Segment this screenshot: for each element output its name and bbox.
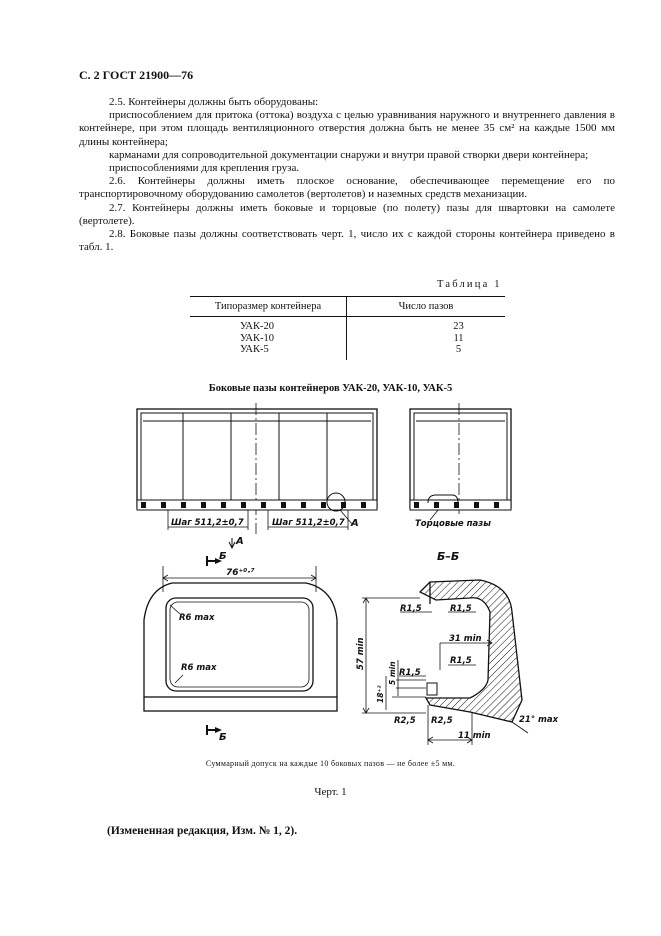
figure-note: Суммарный допуск на каждые 10 боковых пазов — не более ±5 мм. xyxy=(205,759,456,768)
paragraph: 2.8. Боковые пазы должны соответствовать черт. 1, число их с каждой стороны контейнера приведено в табл. 1. xyxy=(79,228,615,254)
radius-label: R6 max xyxy=(179,613,215,623)
paragraph: 2.6. Контейнеры должны иметь плоское основание, обеспечивающее перемещение его по транспортировочному оборудованию самолетов (вертолетов) и наземных средств механизации. xyxy=(79,175,615,201)
radius-label: R1,5 xyxy=(399,668,421,678)
table-header: Число пазов xyxy=(347,297,506,317)
table-row: УАК-20 23 xyxy=(190,317,505,333)
dimension-label: 31 min xyxy=(449,634,482,644)
radius-label: R1,5 xyxy=(450,656,472,666)
radius-label: R6 max xyxy=(181,663,217,673)
dimension-label: 11 min xyxy=(458,731,491,741)
view-label: А xyxy=(236,536,244,547)
dimension-label: 5 min xyxy=(388,661,397,685)
figure-caption: Черт. 1 xyxy=(314,786,347,798)
view-marker: А xyxy=(351,518,359,529)
paragraph: 2.5. Контейнеры должны быть оборудованы: xyxy=(109,96,319,108)
paragraph: 2.7. Контейнеры должны иметь боковые и торцовые (по полету) пазы для швартовки на самолете (вертолете). xyxy=(79,201,615,227)
width-dimension: 76⁺⁰·⁷ xyxy=(226,568,255,578)
dimension-label: 57 min xyxy=(356,637,366,670)
radius-label: R1,5 xyxy=(450,604,472,614)
revision-note: (Измененная редакция, Изм. № 1, 2). xyxy=(107,825,298,837)
slot-front-view xyxy=(144,556,337,735)
section-mark: Б xyxy=(219,732,227,743)
radius-label: R2,5 xyxy=(394,716,416,726)
dimension-label: 18⁺² xyxy=(376,685,385,703)
table-caption: Таблица 1 xyxy=(437,279,502,290)
paragraph: карманами для сопроводительной документации снаружи и внутри правой створки двери контейнера; xyxy=(109,148,589,161)
section-mark: Б xyxy=(219,551,227,562)
table-header: Типоразмер контейнера xyxy=(190,297,347,317)
radius-label: R1,5 xyxy=(400,604,422,614)
paragraph: приспособлением для притока (оттока) воздуха с целью уравнивания наружного и внутреннего давления в контейнере, при этом площадь вентиляционного отверстия должна быть не менее 35 см² на каждые 1500 мм длины контейнера; xyxy=(79,109,615,148)
figure-title: Боковые пазы контейнеров УАК-20, УАК-10, УАК-5 xyxy=(208,383,453,394)
section-title: Б–Б xyxy=(437,550,460,563)
end-slots-label: Торцовые пазы xyxy=(415,519,491,529)
table-row: УАК-5 5 xyxy=(190,344,505,360)
paragraph: приспособлениями для крепления груза. xyxy=(109,162,300,175)
pitch-label: Шаг 511,2±0,7 xyxy=(272,518,345,528)
angle-label: 21° max xyxy=(519,715,559,725)
container-end-view xyxy=(410,403,511,520)
page-header: С. 2 ГОСТ 21900—76 xyxy=(79,68,194,82)
pitch-label: Шаг 511,2±0,7 xyxy=(171,518,244,528)
table-row: УАК-10 11 xyxy=(190,333,505,345)
radius-label: R2,5 xyxy=(431,716,453,726)
